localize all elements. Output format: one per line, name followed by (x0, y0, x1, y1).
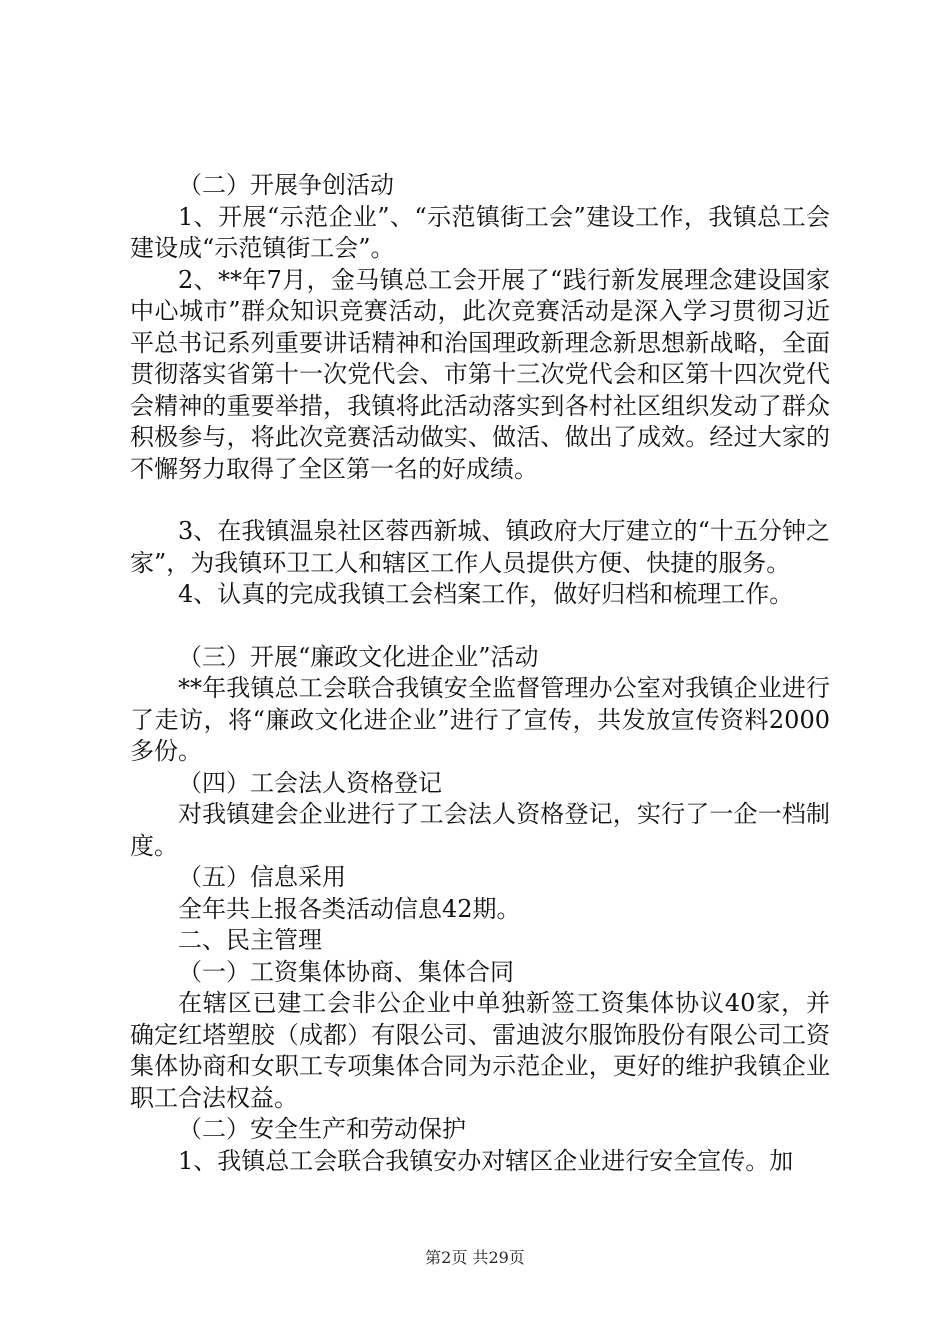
document-body (130, 170, 830, 1177)
section-heading-1: （一）工资集体协商、集体合同 (178, 957, 514, 986)
chapter-heading: 二、民主管理 (178, 926, 322, 954)
paragraph: 3、在我镇温泉社区蓉西新城、镇政府大厅建立的“十五分钟之家”，为我镇环卫工人和辖区工作人员提供方便、快捷的服务。 (130, 517, 830, 577)
paragraph: 在辖区已建工会非公企业中单独新签工资集体协议40家，并确定红塔塑胶（成都）有限公司、雷迪波尔服饰股份有限公司工资集体协商和女职工专项集体合同为示范企业，更好的维护我镇企业职工合法权益。 (130, 989, 830, 1112)
paragraph: **年我镇总工会联合我镇安全监督管理办公室对我镇企业进行了走访，将“廉政文化进企业”进行了宣传，共发放宣传资料2000多份。 (130, 674, 830, 765)
paragraph-gap (130, 485, 830, 516)
section-heading-5: （五）信息采用 (178, 863, 346, 891)
page-footer: 第2页 共29页 (425, 1248, 525, 1267)
paragraph: 1、开展“示范企业”、“示范镇街工会”建设工作，我镇总工会建设成“示范镇街工会”。 (130, 202, 830, 262)
paragraph: 全年共上报各类活动信息42期。 (178, 894, 521, 923)
section-heading-2b: （二）安全生产和劳动保护 (178, 1115, 466, 1143)
paragraph: 1、我镇总工会联合我镇安办对辖区企业进行安全宣传。加 (178, 1146, 794, 1175)
paragraph: 对我镇建会企业进行了工会法人资格登记，实行了一企一档制度。 (130, 800, 830, 860)
paragraph: 2、**年7月，金马镇总工会开展了“践行新发展理念建设国家中心城市”群众知识竞赛活动，此次竞赛活动是深入学习贯彻习近平总书记系列重要讲话精神和治国理政新理念新思想新战略，全面贯彻落实省第十一次党代会、市第十三次党代会和区第十四次党代会精神的重要举措，我镇将此活动落实到各村社区组织发动了群众积极参与，将此次竞赛活动做实、做活、做出了成效。经过大家的不懈努力取得了全区第一名的好成绩。 (130, 265, 830, 483)
section-heading-2: （二）开展争创活动 (178, 171, 394, 199)
section-heading-3: （三）开展“廉政文化进企业”活动 (178, 642, 539, 671)
paragraph: 4、认真的完成我镇工会档案工作，做好归档和梳理工作。 (178, 580, 794, 608)
section-heading-4: （四）工会法人资格登记 (178, 768, 442, 797)
paragraph-gap (130, 611, 830, 642)
